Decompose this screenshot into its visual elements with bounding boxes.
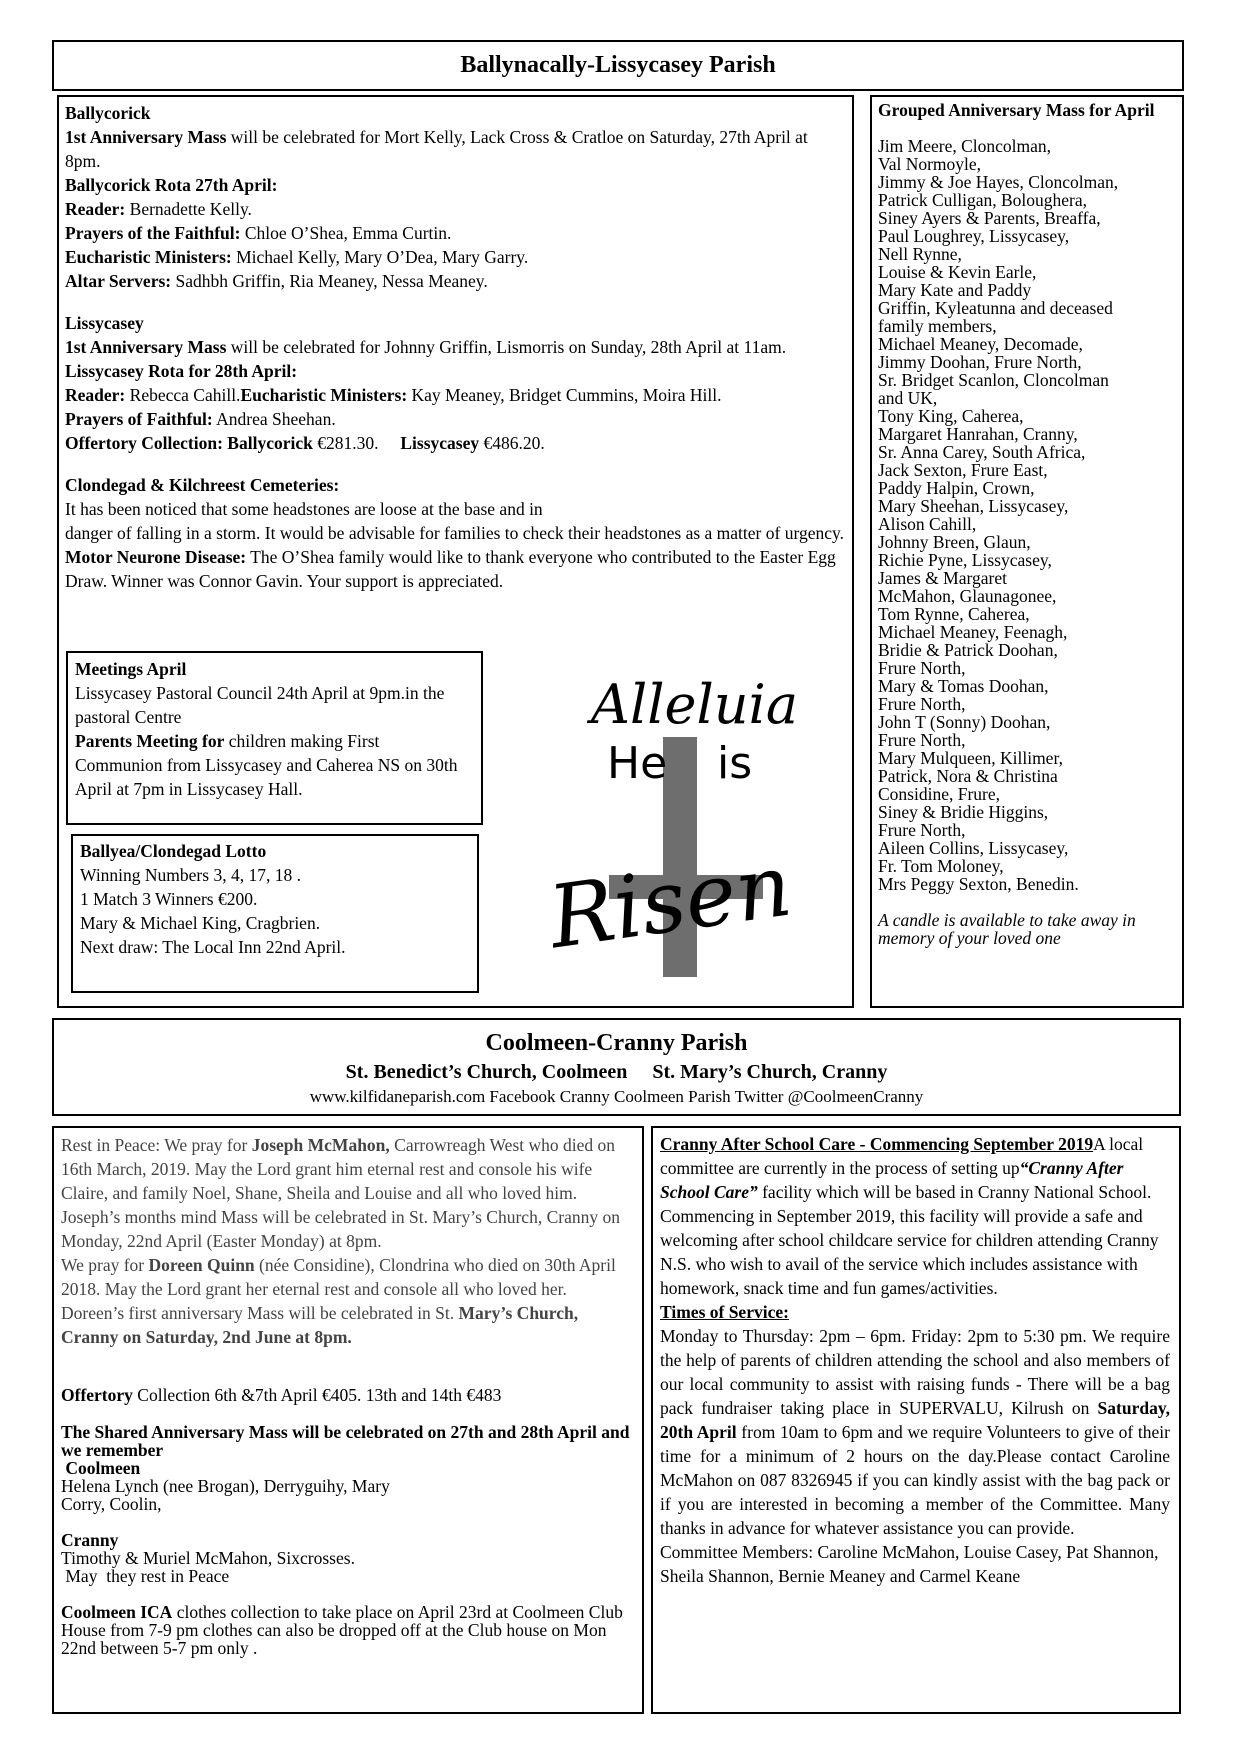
cranny-names: Timothy & Muriel McMahon, Sixcrosses. [61,1548,355,1568]
grouped-name: Jimmy & Joe Hayes, Cloncolman, [878,172,1119,192]
parish1-main-text [65,101,847,593]
he-word: He [607,738,668,789]
grouped-name: Paddy Halpin, Crown, [878,478,1035,498]
parish2-links: www.kilfidaneparish.com Facebook Cranny Coolmeen Parish Twitter @CoolmeenCranny [309,1087,924,1106]
grouped-name: Frure North, [878,730,966,750]
grouped-name: Considine, Frure, [878,784,1001,804]
lissycasey-anniversary: 1st Anniversary Mass will be celebrated for Johnny Griffin, Lismorris on Sunday, 28th April at 11am. [65,337,787,357]
times-of-service-heading: Times of Service: [660,1302,789,1322]
grouped-name: Siney & Bridie Higgins, [878,802,1049,822]
cemeteries-heading: Clondegad & Kilchreest Cemeteries: [65,475,340,495]
ballycorick-prayers: Prayers of the Faithful: Chloe O’Shea, Emma Curtin. [65,223,452,243]
afterschool-intro: Cranny After School Care - Commencing September 2019A local committee are currently in the process of setting up“Cranny After School Care” facility which will be based in Cranny National School. Commencing in September 2019, this facility will provide a safe and welcoming after school childcare service for children attending Cranny N.S. who wish to avail of the service which includes assistance with homework, snack time and fun games/activities. [660,1134,1159,1298]
lissycasey-prayers: Prayers of Faithful: Andrea Sheehan. [65,409,336,429]
parish1-title: Ballynacally-Lissycasey Parish [460,52,776,78]
grouped-name: Frure North, [878,820,966,840]
grouped-name: Aileen Collins, Lissycasey, [878,838,1069,858]
grouped-names-list [878,137,1178,893]
grouped-name: Mary & Tomas Doohan, [878,676,1049,696]
grouped-name: Mary Kate and Paddy [878,280,1032,300]
mnd-notice: Motor Neurone Disease: The O’Shea family would like to thank everyone who contributed to the Easter Egg Draw. Winner was Connor Gavin. Your support is appreciated. [65,547,836,591]
grouped-name: Tom Rynne, Caherea, [878,604,1030,624]
parish1-main-box [57,95,854,1008]
lotto-box [71,834,479,993]
grouped-name: James & Margaret [878,568,1007,588]
grouped-name: Alison Cahill, [878,514,977,534]
cemeteries-line2: danger of falling in a storm. It would be advisable for families to check their headstones as a matter of urgency. [65,523,844,543]
doreen-quinn: We pray for Doreen Quinn (née Considine), Clondrina who died on 30th April 2018. May the Lord grant her eternal rest and console all who loved her. Doreen’s first anniversary Mass will be celebrated in St. Mary’s Church, Cranny on Saturday, 2nd June at 8pm. [61,1255,616,1347]
grouped-name: Frure North, [878,694,966,714]
grouped-name: Patrick, Nora & Christina [878,766,1058,786]
shared-anniversary-heading: The Shared Anniversary Mass will be celebrated on 27th and 28th April and we remember [61,1422,630,1460]
committee-members: Committee Members: Caroline McMahon, Louise Casey, Pat Shannon, Sheila Shannon, Bernie Meaney and Carmel Keane [660,1542,1159,1586]
grouped-name: Bridie & Patrick Doohan, [878,640,1058,660]
grouped-name: Sr. Anna Carey, South Africa, [878,442,1086,462]
grouped-name: Jimmy Doohan, Frure North, [878,352,1082,372]
parish2-churches: St. Benedict’s Church, Coolmeen St. Mary’s Church, Cranny [345,1061,888,1083]
grouped-anniversary-box [870,95,1184,1008]
parish1-title-box [52,40,1184,91]
grouped-name: John T (Sonny) Doohan, [878,712,1051,732]
coolmeen-heading: Coolmeen [61,1458,141,1478]
grouped-name: Val Normoyle, [878,154,982,174]
lotto-heading: Ballyea/Clondegad Lotto [80,841,267,861]
grouped-name: Jack Sexton, Frure East, [878,460,1048,480]
parents-meeting: Parents Meeting for children making First Communion from Lissycasey and Caherea NS on 30th April at 7pm in Lissycasey Hall. [75,731,458,799]
is-word: is [717,738,753,789]
lotto-line: Mary & Michael King, Cragbrien. [80,913,321,933]
ballycorick-ministers: Eucharistic Ministers: Michael Kelly, Mary O’Dea, Mary Garry. [65,247,529,267]
cemeteries-line1: It has been noticed that some headstones are loose at the base and in [65,499,543,519]
parish2-left-box [52,1126,644,1714]
grouped-name: Louise & Kevin Earle, [878,262,1037,282]
candle-note: A candle is available to take away in memory of your loved one [878,910,1136,948]
offertory-collection: Offertory Collection: Ballycorick €281.30. Lissycasey €486.20. [65,433,545,453]
grouped-name: Margaret Hanrahan, Cranny, [878,424,1078,444]
grouped-name: Tony King, Caherea, [878,406,1024,426]
grouped-name: Mary Mulqueen, Killimer, [878,748,1063,768]
alleluia-word: Alleluia [591,673,799,736]
grouped-name: Sr. Bridget Scanlon, Cloncolman [878,370,1109,390]
times-of-service-text: Monday to Thursday: 2pm – 6pm. Friday: 2pm to 5:30 pm. We require the help of parents of children attending the school and also members of our local community to assist with raising funds - There will be a bag pack fundraiser taking place in SUPERVALU, Kilrush on Saturday, 20th April from 10am to 6pm and we require Volunteers to give of their time for a minimum of 2 hours on the day.Please contact Caroline McMahon on 087 8326945 if you can kindly assist with the bag pack or if you are interested in becoming a member of the Committee. Many thanks in advance for whatever assistance you can provide. [660,1326,1170,1538]
lotto-line: Winning Numbers 3, 4, 17, 18 . [80,865,301,885]
meetings-box [66,651,483,825]
grouped-name: Richie Pyne, Lissycasey, [878,550,1052,570]
alleluia-graphic [519,657,849,1007]
parish2-header-box [52,1018,1181,1116]
meetings-line1: Lissycasey Pastoral Council 24th April at 9pm.in the pastoral Centre [75,683,445,727]
grouped-name: Nell Rynne, [878,244,962,264]
lissycasey-reader-ministers: Reader: Rebecca Cahill.Eucharistic Ministers: Kay Meaney, Bridget Cummins, Moira Hill. [65,385,722,405]
grouped-name: Michael Meaney, Decomade, [878,334,1083,354]
grouped-name: Patrick Culligan, Boloughera, [878,190,1087,210]
grouped-name: Paul Loughrey, Lissycasey, [878,226,1070,246]
grouped-heading: Grouped Anniversary Mass for April [878,100,1155,120]
grouped-name: family members, [878,316,997,336]
ballycorick-reader: Reader: Bernadette Kelly. [65,199,252,219]
grouped-name: Frure North, [878,658,966,678]
parish2-title: Coolmeen-Cranny Parish [485,1030,748,1056]
ica-collection: Coolmeen ICA clothes collection to take place on April 23rd at Coolmeen Club House from 7-9 pm clothes can also be dropped off at the Club house on Mon 22nd between 5-7 pm only . [61,1602,623,1658]
grouped-name: McMahon, Glaunagonee, [878,586,1057,606]
grouped-name: Johnny Breen, Glaun, [878,532,1031,552]
ballycorick-servers: Altar Servers: Sadhbh Griffin, Ria Meaney, Nessa Meaney. [65,271,488,291]
risen-word: Risen [543,835,798,969]
grouped-name: Mrs Peggy Sexton, Benedin. [878,874,1079,894]
rest-in-peace: Rest in Peace: We pray for Joseph McMahon, Carrowreagh West who died on 16th March, 2019. May the Lord grant him eternal rest and console his wife Claire, and family Noel, Shane, Sheila and Louise and all who loved him. Joseph’s months mind Mass will be celebrated in St. Mary’s Church, Cranny on Monday, 22nd April (Easter Monday) at 8pm. [61,1135,620,1251]
ballycorick-rota-heading: Ballycorick Rota 27th April: [65,175,278,195]
grouped-name: Mary Sheehan, Lissycasey, [878,496,1069,516]
grouped-name: Jim Meere, Cloncolman, [878,136,1052,156]
parish2-right-box [651,1126,1181,1714]
grouped-name: and UK, [878,388,938,408]
lotto-line: 1 Match 3 Winners €200. [80,889,258,909]
lissycasey-heading: Lissycasey [65,313,144,333]
ballycorick-anniversary: 1st Anniversary Mass will be celebrated for Mort Kelly, Lack Cross & Cratloe on Saturday, 27th April at 8pm. [65,127,808,171]
coolmeen-names: Helena Lynch (nee Brogan), Derryguihy, Mary Corry, Coolin, [61,1476,390,1514]
meetings-heading: Meetings April [75,659,187,679]
rest-in-peace-line: May they rest in Peace [61,1566,230,1586]
cranny-heading: Cranny [61,1530,119,1550]
parish2-offertory: Offertory Collection 6th &7th April €405. 13th and 14th €483 [61,1385,502,1405]
grouped-name: Griffin, Kyleatunna and deceased [878,298,1113,318]
lissycasey-rota-heading: Lissycasey Rota for 28th April: [65,361,298,381]
grouped-name: Michael Meaney, Feenagh, [878,622,1068,642]
lotto-line: Next draw: The Local Inn 22nd April. [80,937,346,957]
grouped-name: Fr. Tom Moloney, [878,856,1004,876]
ballycorick-heading: Ballycorick [65,103,151,123]
grouped-name: Siney Ayers & Parents, Breaffa, [878,208,1101,228]
